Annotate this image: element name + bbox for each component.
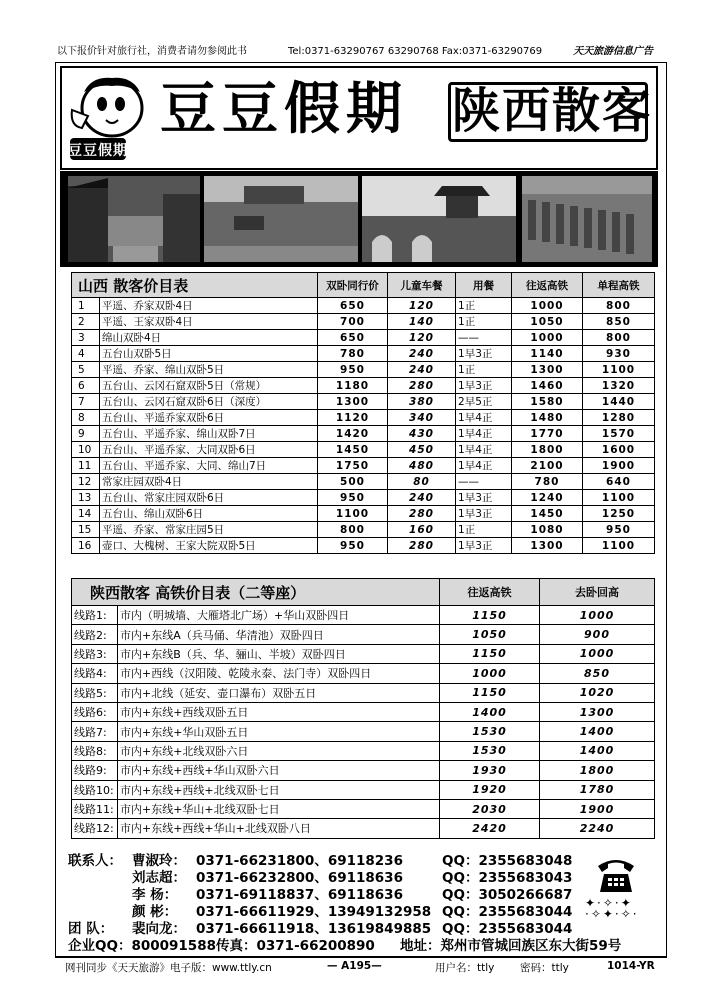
- shanxi-header-row: [72, 273, 655, 298]
- route-name: 市内+东线+西线双卧五日: [118, 702, 440, 721]
- row-number: 16: [72, 538, 100, 554]
- sleeper-rail-cell: 2240: [540, 819, 655, 838]
- price-cell: 1750: [318, 458, 388, 474]
- telephone-icon: [594, 852, 638, 896]
- row-number: 4: [72, 346, 100, 362]
- route-name: 市内+北线（延安、壶口瀑布）双卧五日: [118, 683, 440, 702]
- child-price-cell: 380: [388, 394, 456, 410]
- route-name: 平遥、乔家、绵山双卧5日: [100, 362, 318, 378]
- product-title: 陕西散客: [452, 83, 653, 139]
- one-way-rail-cell: 640: [583, 474, 655, 490]
- one-way-rail-cell: 1320: [583, 378, 655, 394]
- line-number: 线路10:: [72, 780, 118, 799]
- round-trip-rail-cell: 1240: [512, 490, 583, 506]
- line-number: 线路2:: [72, 625, 118, 644]
- row-number: 9: [72, 426, 100, 442]
- route-name: 常家庄园双卧4日: [100, 474, 318, 490]
- row-number: 3: [72, 330, 100, 346]
- sleeper-rail-cell: 1800: [540, 761, 655, 780]
- route-name: 五台山双卧5日: [100, 346, 318, 362]
- route-name: 市内+东线A（兵马俑、华清池）双卧四日: [118, 625, 440, 644]
- footer-sync-link[interactable]: 网刊同步《天天旅游》电子版：www.ttly.cn: [65, 962, 272, 974]
- price-cell: 1120: [318, 410, 388, 426]
- one-way-rail-cell: 930: [583, 346, 655, 362]
- photo-strip: [60, 171, 658, 267]
- one-way-rail-cell: 1440: [583, 394, 655, 410]
- city-wall-photo: [204, 176, 358, 262]
- sleeper-rail-cell: 1300: [540, 702, 655, 721]
- sleeper-rail-cell: 1900: [540, 799, 655, 818]
- route-name: 市内+东线+北线双卧六日: [118, 741, 440, 760]
- table-row: [72, 458, 655, 474]
- sleeper-rail-cell: 1400: [540, 741, 655, 760]
- row-number: 14: [72, 506, 100, 522]
- contact-label: 联系人：: [68, 853, 122, 869]
- one-way-rail-cell: 800: [583, 330, 655, 346]
- table-row: [72, 490, 655, 506]
- meal-cell: 1早3正: [456, 506, 512, 522]
- col-header: 双卧同行价: [318, 273, 388, 298]
- sleeper-rail-cell: 1000: [540, 644, 655, 663]
- child-price-cell: 480: [388, 458, 456, 474]
- address: 地址：郑州市管城回族区东大街59号: [400, 938, 622, 954]
- table-row: [72, 683, 655, 702]
- shaanxi-header-row: [72, 579, 655, 606]
- round-trip-rail-cell: 1150: [440, 683, 540, 702]
- round-trip-rail-cell: 1000: [512, 298, 583, 314]
- table-row: [72, 522, 655, 538]
- brand-title: 豆豆假期: [160, 76, 408, 142]
- line-number: 线路8:: [72, 741, 118, 760]
- contact-phone: 0371-66231800、69118236: [196, 853, 403, 869]
- child-price-cell: 340: [388, 410, 456, 426]
- meal-cell: 1早3正: [456, 538, 512, 554]
- price-cell: 950: [318, 362, 388, 378]
- gate-tower-photo: [362, 176, 516, 262]
- table-row: [72, 362, 655, 378]
- row-number: 15: [72, 522, 100, 538]
- contact-qq: QQ：2355683043: [442, 870, 573, 886]
- sleeper-rail-cell: 900: [540, 625, 655, 644]
- contact-name: 曹淑玲：: [132, 853, 186, 869]
- col-header: 去卧回高: [540, 579, 655, 606]
- sleeper-rail-cell: 1000: [540, 606, 655, 625]
- child-price-cell: 430: [388, 426, 456, 442]
- route-name: 五台山、平遥乔家、大同、绵山7日: [100, 458, 318, 474]
- meal-cell: 1早3正: [456, 378, 512, 394]
- ancient-street-photo: [68, 176, 200, 262]
- shaanxi-table-title: 陕西散客 高铁价目表（二等座）: [72, 579, 440, 606]
- route-name: 平遥、乔家、常家庄园5日: [100, 522, 318, 538]
- round-trip-rail-cell: 1140: [512, 346, 583, 362]
- one-way-rail-cell: 1280: [583, 410, 655, 426]
- one-way-rail-cell: 1900: [583, 458, 655, 474]
- route-name: 五台山、平遥乔家双卧6日: [100, 410, 318, 426]
- contact-name: 李 杨：: [132, 887, 178, 903]
- col-header: 往返高铁: [512, 273, 583, 298]
- child-price-cell: 120: [388, 298, 456, 314]
- meal-cell: 1正: [456, 362, 512, 378]
- route-name: 市内+东线+华山双卧五日: [118, 722, 440, 741]
- line-number: 线路6:: [72, 702, 118, 721]
- child-price-cell: 160: [388, 522, 456, 538]
- table-row: [72, 474, 655, 490]
- row-number: 2: [72, 314, 100, 330]
- child-price-cell: 240: [388, 490, 456, 506]
- row-number: 10: [72, 442, 100, 458]
- table-row: [72, 722, 655, 741]
- route-name: 五台山、平遥乔家、绵山双卧7日: [100, 426, 318, 442]
- table-row: [72, 606, 655, 625]
- sleeper-rail-cell: 1400: [540, 722, 655, 741]
- sleeper-rail-cell: 1020: [540, 683, 655, 702]
- child-price-cell: 450: [388, 442, 456, 458]
- route-name: 五台山、平遥乔家、大同双卧6日: [100, 442, 318, 458]
- col-header: 往返高铁: [440, 579, 540, 606]
- round-trip-rail-cell: 780: [512, 474, 583, 490]
- price-cell: 1100: [318, 506, 388, 522]
- price-cell: 700: [318, 314, 388, 330]
- round-trip-rail-cell: 1530: [440, 741, 540, 760]
- table-row: [72, 819, 655, 838]
- table-row: [72, 761, 655, 780]
- col-header: 用餐: [456, 273, 512, 298]
- round-trip-rail-cell: 1150: [440, 606, 540, 625]
- team-contact-phone: 0371-66611918、13619849885: [196, 921, 432, 937]
- round-trip-rail-cell: 1920: [440, 780, 540, 799]
- line-number: 线路3:: [72, 644, 118, 663]
- terracotta-warriors-photo: [522, 176, 652, 262]
- round-trip-rail-cell: 1400: [440, 702, 540, 721]
- round-trip-rail-cell: 1300: [512, 538, 583, 554]
- price-cell: 1180: [318, 378, 388, 394]
- line-number: 线路1:: [72, 606, 118, 625]
- route-name: 五台山、云冈石窟双卧6日（深度）: [100, 394, 318, 410]
- sleeper-rail-cell: 850: [540, 664, 655, 683]
- line-number: 线路12:: [72, 819, 118, 838]
- row-number: 11: [72, 458, 100, 474]
- route-name: 市内+西线（汉阳陵、乾陵永泰、法门寺）双卧四日: [118, 664, 440, 683]
- line-number: 线路4:: [72, 664, 118, 683]
- route-name: 市内+东线+西线+北线双卧七日: [118, 780, 440, 799]
- row-number: 7: [72, 394, 100, 410]
- meal-cell: 1正: [456, 522, 512, 538]
- shaanxi-price-table: [71, 578, 655, 839]
- round-trip-rail-cell: 1000: [512, 330, 583, 346]
- shanxi-table-title: 山西 散客价目表: [72, 273, 318, 298]
- contact-name: 颜 彬：: [132, 904, 178, 920]
- line-number: 线路5:: [72, 683, 118, 702]
- meal-cell: ——: [456, 330, 512, 346]
- child-price-cell: 280: [388, 538, 456, 554]
- team-contact-qq: QQ：2355683044: [442, 921, 573, 937]
- price-cell: 1420: [318, 426, 388, 442]
- sleeper-rail-cell: 1780: [540, 780, 655, 799]
- row-number: 12: [72, 474, 100, 490]
- child-price-cell: 280: [388, 378, 456, 394]
- child-price-cell: 240: [388, 362, 456, 378]
- contact-phone: 0371-69118837、69118636: [196, 887, 403, 903]
- one-way-rail-cell: 1600: [583, 442, 655, 458]
- round-trip-rail-cell: 1080: [512, 522, 583, 538]
- price-cell: 780: [318, 346, 388, 362]
- contact-qq: QQ：3050266687: [442, 887, 573, 903]
- table-row: [72, 644, 655, 663]
- table-row: [72, 314, 655, 330]
- meal-cell: 1早4正: [456, 410, 512, 426]
- route-name: 市内+东线+华山+北线双卧七日: [118, 799, 440, 818]
- meal-cell: 1正: [456, 298, 512, 314]
- table-row: [72, 741, 655, 760]
- one-way-rail-cell: 1100: [583, 362, 655, 378]
- round-trip-rail-cell: 1450: [512, 506, 583, 522]
- line-number: 线路11:: [72, 799, 118, 818]
- contact-phone: 0371-66232800、69118636: [196, 870, 403, 886]
- round-trip-rail-cell: 1000: [440, 664, 540, 683]
- footer: [55, 958, 667, 976]
- table-row: [72, 346, 655, 362]
- issue-code: 1014-YR: [607, 960, 655, 972]
- meal-cell: 1早3正: [456, 346, 512, 362]
- row-number: 13: [72, 490, 100, 506]
- one-way-rail-cell: 800: [583, 298, 655, 314]
- one-way-rail-cell: 1250: [583, 506, 655, 522]
- route-name: 五台山、云冈石窟双卧5日（常规）: [100, 378, 318, 394]
- price-cell: 1450: [318, 442, 388, 458]
- route-name: 五台山、常家庄园双卧6日: [100, 490, 318, 506]
- child-price-cell: 80: [388, 474, 456, 490]
- route-name: 市内+东线+西线+华山+北线双卧八日: [118, 819, 440, 838]
- table-row: [72, 426, 655, 442]
- price-cell: 800: [318, 522, 388, 538]
- table-row: [72, 538, 655, 554]
- contact-qq: QQ：2355683048: [442, 853, 573, 869]
- fax-number: 传真：0371-66200890: [216, 938, 375, 954]
- price-cell: 950: [318, 490, 388, 506]
- round-trip-rail-cell: 1150: [440, 644, 540, 663]
- col-header: 儿童车餐: [388, 273, 456, 298]
- route-name: 壶口、大槐树、王家大院双卧5日: [100, 538, 318, 554]
- table-row: [72, 442, 655, 458]
- line-number: 线路9:: [72, 761, 118, 780]
- child-price-cell: 120: [388, 330, 456, 346]
- table-row: [72, 664, 655, 683]
- round-trip-rail-cell: 1050: [512, 314, 583, 330]
- price-cell: 950: [318, 538, 388, 554]
- round-trip-rail-cell: 2100: [512, 458, 583, 474]
- table-row: [72, 799, 655, 818]
- contact-section: [66, 845, 666, 955]
- round-trip-rail-cell: 1930: [440, 761, 540, 780]
- one-way-rail-cell: 1100: [583, 538, 655, 554]
- row-number: 8: [72, 410, 100, 426]
- route-name: 平遥、乔家双卧4日: [100, 298, 318, 314]
- meal-cell: ——: [456, 474, 512, 490]
- round-trip-rail-cell: 1460: [512, 378, 583, 394]
- logo-text: 豆豆假期: [68, 143, 128, 159]
- table-row: [72, 506, 655, 522]
- table-row: [72, 298, 655, 314]
- one-way-rail-cell: 850: [583, 314, 655, 330]
- line-number: 线路7:: [72, 722, 118, 741]
- decorative-stars-icon: ✦·✧·✦ ·✧✦·✧·: [585, 896, 639, 921]
- round-trip-rail-cell: 1800: [512, 442, 583, 458]
- route-name: 市内（明城墙、大雁塔北广场）+华山双卧四日: [118, 606, 440, 625]
- price-cell: 650: [318, 330, 388, 346]
- table-row: [72, 330, 655, 346]
- route-name: 平遥、王家双卧4日: [100, 314, 318, 330]
- round-trip-rail-cell: 1480: [512, 410, 583, 426]
- footer-password: 密码：ttly: [520, 962, 569, 974]
- meal-cell: 1早3正: [456, 490, 512, 506]
- tel-fax: Tel:0371-63290767 63290768 Fax:0371-63290769: [288, 46, 543, 57]
- child-price-cell: 280: [388, 506, 456, 522]
- team-contact-name: 裴向龙：: [132, 921, 186, 937]
- price-cell: 650: [318, 298, 388, 314]
- one-way-rail-cell: 1570: [583, 426, 655, 442]
- corp-qq: 企业QQ：800091588: [68, 938, 216, 954]
- footer-username: 用户名：ttly: [435, 962, 495, 974]
- agency-notice: 以下报价针对旅行社，消费者请勿参阅此书: [57, 46, 247, 57]
- round-trip-rail-cell: 1770: [512, 426, 583, 442]
- round-trip-rail-cell: 1300: [512, 362, 583, 378]
- top-info-bar: [55, 42, 667, 62]
- table-row: [72, 394, 655, 410]
- route-name: 绵山双卧4日: [100, 330, 318, 346]
- table-row: [72, 702, 655, 721]
- round-trip-rail-cell: 1530: [440, 722, 540, 741]
- route-name: 五台山、绵山双卧6日: [100, 506, 318, 522]
- child-price-cell: 140: [388, 314, 456, 330]
- meal-cell: 2早5正: [456, 394, 512, 410]
- one-way-rail-cell: 950: [583, 522, 655, 538]
- publication-tag: 天天旅游信息广告: [573, 46, 653, 57]
- meal-cell: 1早4正: [456, 442, 512, 458]
- col-header: 单程高铁: [583, 273, 655, 298]
- contact-name: 刘志超：: [132, 870, 186, 886]
- table-row: [72, 780, 655, 799]
- one-way-rail-cell: 1100: [583, 490, 655, 506]
- round-trip-rail-cell: 1050: [440, 625, 540, 644]
- row-number: 6: [72, 378, 100, 394]
- child-price-cell: 240: [388, 346, 456, 362]
- meal-cell: 1正: [456, 314, 512, 330]
- page-number: — A195—: [327, 960, 382, 972]
- team-label: 团 队：: [68, 921, 114, 937]
- route-name: 市内+东线B（兵、华、骊山、半坡）双卧四日: [118, 644, 440, 663]
- shanxi-price-table: [71, 272, 655, 554]
- table-row: [72, 410, 655, 426]
- row-number: 5: [72, 362, 100, 378]
- meal-cell: 1早4正: [456, 458, 512, 474]
- route-name: 市内+东线+西线+华山双卧六日: [118, 761, 440, 780]
- contact-qq: QQ：2355683044: [442, 904, 573, 920]
- price-cell: 1300: [318, 394, 388, 410]
- row-number: 1: [72, 298, 100, 314]
- meal-cell: 1早4正: [456, 426, 512, 442]
- price-cell: 500: [318, 474, 388, 490]
- round-trip-rail-cell: 2420: [440, 819, 540, 838]
- table-row: [72, 625, 655, 644]
- contact-phone: 0371-66611929、13949132958: [196, 904, 432, 920]
- round-trip-rail-cell: 1580: [512, 394, 583, 410]
- table-row: [72, 378, 655, 394]
- round-trip-rail-cell: 2030: [440, 799, 540, 818]
